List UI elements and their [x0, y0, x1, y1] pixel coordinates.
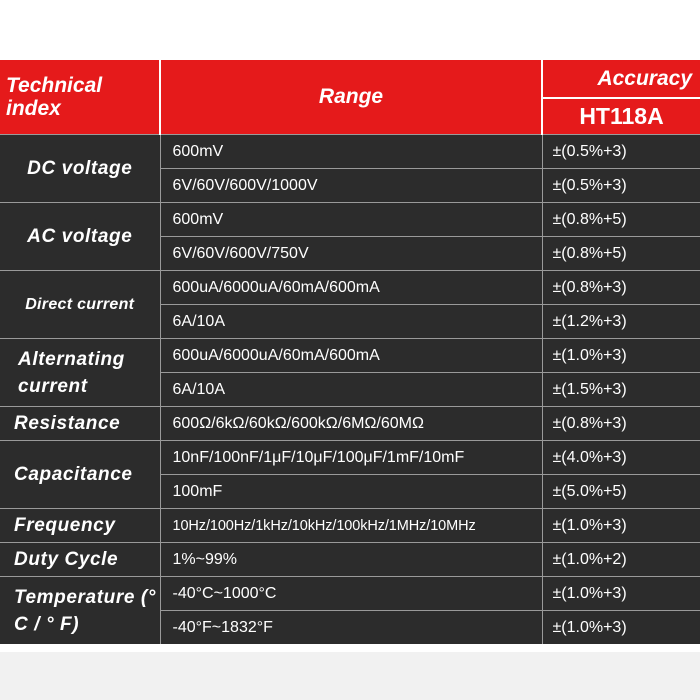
- category-capacitance: Capacitance: [0, 441, 160, 509]
- accuracy-cell: ±(4.0%+3): [542, 441, 700, 475]
- table-row: [0, 135, 700, 169]
- category-duty-cycle: Duty Cycle: [0, 543, 160, 577]
- accuracy-cell: ±(0.8%+5): [542, 237, 700, 271]
- category-alternating-current: Alternating current: [0, 339, 160, 407]
- accuracy-cell: ±(0.8%+3): [542, 271, 700, 305]
- range-cell: 6V/60V/600V/750V: [160, 237, 542, 271]
- accuracy-cell: ±(1.0%+3): [542, 339, 700, 373]
- header-row: [0, 60, 700, 98]
- category-resistance: Resistance: [0, 407, 160, 441]
- table-row: [0, 543, 700, 577]
- range-cell: 100mF: [160, 475, 542, 509]
- range-cell: 6V/60V/600V/1000V: [160, 169, 542, 203]
- category-frequency: Frequency: [0, 509, 160, 543]
- category-ac-voltage: AC voltage: [0, 203, 160, 271]
- category-temperature: Temperature (° C / ° F): [0, 577, 160, 645]
- accuracy-cell: ±(0.8%+5): [542, 203, 700, 237]
- range-cell: 600uA/6000uA/60mA/600mA: [160, 271, 542, 305]
- range-cell: 10Hz/100Hz/1kHz/10kHz/100kHz/1MHz/10MHz: [160, 509, 542, 543]
- accuracy-cell: ±(0.5%+3): [542, 135, 700, 169]
- accuracy-cell: ±(1.0%+3): [542, 509, 700, 543]
- table-row: [0, 577, 700, 611]
- header-model: HT118A: [542, 98, 700, 135]
- table-row: [0, 441, 700, 475]
- table-row: [0, 407, 700, 441]
- range-cell: 6A/10A: [160, 305, 542, 339]
- bottom-margin: [0, 652, 700, 700]
- range-cell: -40°C~1000°C: [160, 577, 542, 611]
- accuracy-cell: ±(1.0%+3): [542, 577, 700, 611]
- top-margin: [0, 0, 700, 60]
- accuracy-cell: ±(1.5%+3): [542, 373, 700, 407]
- accuracy-cell: ±(0.5%+3): [542, 169, 700, 203]
- header-technical-index: Technical index: [0, 60, 160, 135]
- range-cell: 600mV: [160, 135, 542, 169]
- range-cell: 600uA/6000uA/60mA/600mA: [160, 339, 542, 373]
- accuracy-cell: ±(1.2%+3): [542, 305, 700, 339]
- header-range: Range: [160, 60, 542, 135]
- category-dc-voltage: DC voltage: [0, 135, 160, 203]
- range-cell: 10nF/100nF/1μF/10μF/100μF/1mF/10mF: [160, 441, 542, 475]
- range-cell: 6A/10A: [160, 373, 542, 407]
- accuracy-cell: ±(0.8%+3): [542, 407, 700, 441]
- table-row: [0, 271, 700, 305]
- category-direct-current: Direct current: [0, 271, 160, 339]
- table-row: [0, 509, 700, 543]
- range-cell: 1%~99%: [160, 543, 542, 577]
- accuracy-cell: ±(1.0%+2): [542, 543, 700, 577]
- accuracy-cell: ±(1.0%+3): [542, 611, 700, 645]
- range-cell: -40°F~1832°F: [160, 611, 542, 645]
- accuracy-cell: ±(5.0%+5): [542, 475, 700, 509]
- spec-table: [0, 60, 700, 644]
- table-row: [0, 339, 700, 373]
- header-accuracy: Accuracy: [542, 60, 700, 98]
- range-cell: 600Ω/6kΩ/60kΩ/600kΩ/6MΩ/60MΩ: [160, 407, 542, 441]
- table-row: [0, 203, 700, 237]
- range-cell: 600mV: [160, 203, 542, 237]
